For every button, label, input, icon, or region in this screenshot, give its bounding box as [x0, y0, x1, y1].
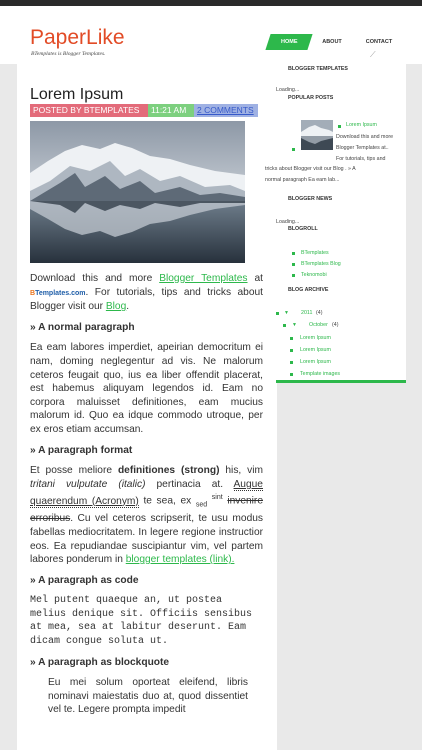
bullet-icon — [338, 125, 341, 128]
archive-month-count: (4) — [332, 322, 339, 328]
intro-text: Download this and more — [30, 273, 160, 284]
popular-post-snippet-5: normal paragraph Ea eam lab... — [265, 177, 340, 183]
nav-contact[interactable]: CONTACT — [365, 39, 393, 45]
site-description: BTemplates is Blogger Templates. — [31, 51, 106, 57]
post-image — [30, 121, 245, 263]
bullet-icon — [276, 312, 279, 315]
format-strike: invenire erroribus — [30, 495, 263, 525]
format-text-4: te sea, ex — [138, 495, 196, 507]
nav-about[interactable]: ABOUT — [322, 39, 342, 45]
brand-rest: Templates — [35, 289, 70, 297]
sidebar — [265, 64, 406, 382]
post-time: 11:21 AM — [148, 104, 194, 117]
heading-format: » A paragraph format — [30, 444, 133, 456]
post-body — [30, 272, 263, 724]
archive-year[interactable]: 2011 — [301, 310, 313, 316]
popular-post-thumbnail[interactable] — [301, 120, 333, 150]
blog-link[interactable]: Blog — [105, 301, 127, 313]
blogroll-link-btemplates-blog[interactable]: BTemplates Blog — [301, 261, 341, 267]
bullet-icon — [290, 361, 293, 364]
nav-home-label: HOME — [280, 39, 298, 45]
brand-tld: .com — [69, 289, 86, 297]
sidebar-heading-blogger-news: BLOGGER NEWS — [288, 196, 333, 202]
format-text-6: . Cu vel ceteros scripserit, te usu modus fabellas mediocritatem. In legere regione instructior eos. Ea repudiandae suscipiantur vim, vel partem labores ponderum in — [30, 513, 263, 566]
loading-text-2: Loading... — [276, 219, 300, 225]
post-author: POSTED BY BTEMPLATES — [30, 104, 148, 117]
format-sub: sed — [195, 501, 208, 509]
blogroll-link-teknomobi[interactable]: Teknomobi — [301, 272, 327, 278]
header — [0, 6, 422, 64]
format-italic: tritani vulputate (italic) — [30, 478, 146, 490]
popular-post-snippet-2: Blogger Templates at.. — [336, 145, 389, 151]
archive-post-link[interactable]: Lorem Ipsum — [300, 335, 331, 341]
nav-home[interactable] — [265, 34, 312, 50]
popular-post-snippet-1: Download this and more — [336, 134, 394, 140]
format-sup: sint — [211, 494, 223, 502]
bullet-icon — [290, 373, 293, 376]
btemplates-logo[interactable] — [30, 290, 86, 297]
bullet-icon — [292, 148, 295, 151]
format-text-3: pertinacia at. — [145, 478, 234, 490]
heading-code: » A paragraph as code — [30, 574, 139, 586]
rss-icon[interactable]: ⟋ — [370, 50, 376, 59]
expand-toggle-icon[interactable]: ▼ — [284, 310, 289, 316]
intro-paragraph: Download this and more Blogger Templates at BTemplates.com. For tutorials, tips and tricks about Blogger visit our Blog. — [30, 273, 263, 313]
heading-blockquote: » A paragraph as blockquote — [30, 656, 170, 668]
archive-post-link[interactable]: Template images — [300, 371, 341, 377]
archive-post-link[interactable]: Lorem Ipsum — [300, 359, 331, 365]
popular-thumb-image — [301, 120, 333, 150]
bullet-icon — [283, 324, 286, 327]
format-strong: definitiones (strong) — [117, 465, 220, 477]
format-text-1: Et posse meliore — [30, 465, 118, 477]
bullet-icon — [290, 349, 293, 352]
glacier-image — [30, 121, 245, 263]
popular-post-snippet-4: tricks about Blogger visit our Blog . » A — [265, 166, 356, 172]
site-title[interactable]: PaperLike — [30, 26, 125, 49]
archive-post-link[interactable]: Lorem Ipsum — [300, 347, 331, 353]
popular-post-snippet-3: For tutorials, tips and — [336, 156, 386, 162]
sidebar-heading-blogger-templates: BLOGGER TEMPLATES — [288, 66, 348, 72]
blogger-templates-link[interactable]: Blogger Templates — [159, 273, 248, 284]
archive-year-count: (4) — [316, 310, 323, 316]
paragraph-normal: Ea eam labores imperdiet, apeirian democritum ei nam, doming neglegentur ad vis. Ne malorum ceteros feugait quo, ius ea liber offendit placerat, est habemus aliquyam legendos id. Eam no corpora maluisset definitiones, eam mucius malorum id. Quo ea idque commodo utroque, per ex eros etiam accumsan. — [30, 342, 263, 435]
paragraph-code: Mel putent quaeque an, ut postea melius denique sit. Officiis sensibus at mea, sea at labitur deserunt. Eam dicam congue soluta ut. — [30, 595, 253, 648]
bullet-icon — [292, 263, 295, 266]
sidebar-heading-blogroll: BLOGROLL — [288, 226, 318, 232]
loading-text-1: Loading... — [276, 87, 300, 93]
heading-normal: » A normal paragraph — [30, 321, 135, 333]
post-comments-link[interactable]: 2 COMMENTS — [194, 104, 258, 117]
paragraph-blockquote: Eu mei solum oporteat eleifend, libris nominavi maiestatis duo at, quod dissentiet vel te. Legere prompta impedit — [48, 677, 248, 716]
format-text-2: his, vim — [219, 465, 263, 477]
post-title[interactable]: Lorem Ipsum — [30, 86, 124, 103]
sidebar-bottom-border — [276, 380, 406, 383]
bullet-icon — [292, 274, 295, 277]
sidebar-heading-blog-archive: BLOG ARCHIVE — [288, 287, 329, 293]
main-content — [17, 64, 277, 750]
brand-b: B — [30, 289, 36, 297]
bullet-icon — [290, 337, 293, 340]
format-link[interactable]: blogger templates (link). — [125, 554, 235, 566]
bullet-icon — [292, 252, 295, 255]
intro-text-2: . For tutorials, tips and tricks about Blogger visit our — [30, 286, 263, 313]
intro-at: at — [247, 273, 263, 284]
format-acronym: Augue quaerendum (Acronym) — [30, 478, 263, 507]
expand-toggle-icon[interactable]: ▼ — [292, 322, 297, 328]
sidebar-heading-popular-posts: POPULAR POSTS — [288, 95, 334, 101]
popular-post-title[interactable]: Lorem Ipsum — [346, 122, 377, 128]
paragraph-format — [30, 464, 263, 567]
archive-month[interactable]: October — [309, 322, 328, 328]
blogroll-link-btemplates[interactable]: BTemplates — [301, 250, 329, 256]
